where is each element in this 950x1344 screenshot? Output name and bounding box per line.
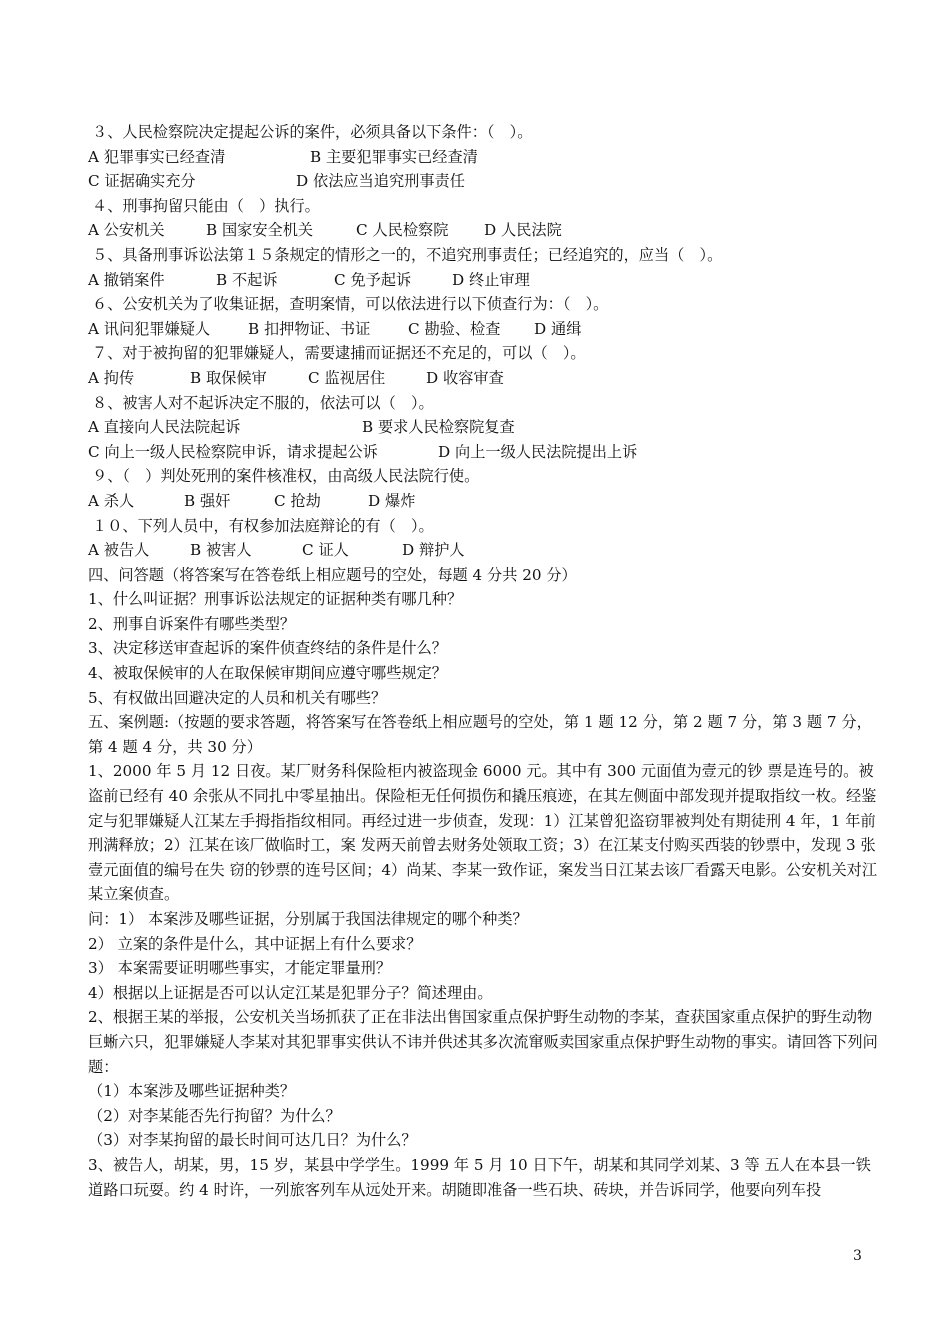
answer-option: C 抢劫 bbox=[274, 491, 321, 510]
case-two-question: （2）对李某能否先行拘留？为什么？ bbox=[88, 1106, 341, 1125]
question-line: 4、被取保候审的人在取保候审期间应遵守哪些规定？ bbox=[88, 664, 447, 683]
document-page bbox=[88, 120, 878, 1202]
answer-option: A 犯罪事实已经查清 bbox=[88, 147, 226, 166]
answer-option: B 强奸 bbox=[184, 491, 231, 510]
answer-option: B 要求人民检察院复查 bbox=[362, 418, 515, 437]
answer-option: D 人民法院 bbox=[484, 221, 562, 240]
case-one-question: 4）根据以上证据是否可以认定江某是犯罪分子？简述理由。 bbox=[88, 983, 493, 1002]
answer-option: B 被害人 bbox=[190, 541, 252, 560]
answer-options bbox=[88, 440, 878, 465]
answer-option: D 依法应当追究刑事责任 bbox=[296, 172, 465, 191]
answer-options bbox=[88, 489, 878, 514]
case-one-questions bbox=[88, 907, 878, 1005]
answer-option: A 讯问犯罪嫌疑人 bbox=[88, 319, 211, 338]
answer-option: A 公安机关 bbox=[88, 221, 165, 240]
answer-option: C 证据确实充分 bbox=[88, 172, 196, 191]
answer-option: B 扣押物证、书证 bbox=[248, 319, 371, 338]
answer-option: D 向上一级人民法院提出上诉 bbox=[438, 442, 638, 461]
question-line: ５、具备刑事诉讼法第１５条规定的情形之一的，不追究刑事责任；已经追究的，应当（ ）。 bbox=[92, 245, 723, 264]
answer-option: D 收容审查 bbox=[426, 368, 504, 387]
case-one-text: 1、2000 年 5 月 12 日夜。某厂财务科保险柜内被盗现金 6000 元。其中有 300 元面值为壹元的钞 票是连号的。被盗前已经有 40 余张从不同扎中零星抽出。保险柜无任何损伤和撬压痕迹，在其左侧面中部发现并提取指纹一枚。经鉴定与犯罪嫌疑人江某左手拇指指纹相同。再经过进一步侦查，发现：1）江某曾犯盗窃罪被判处有期徒刑 4 年，1 年前刑满释放；2）江某在该厂做临时工，案 发两天前曾去财务处领取工资；3）在江某支付购买西装的钞票中，发现 3 张壹元面值的编号在失 窃的钞票的连号区间；4）尚某、李某一致作证，案发当日江某去该厂看露天电影。公安机关对江 某立案侦查。 bbox=[88, 762, 878, 904]
answer-option: D 辩护人 bbox=[402, 541, 465, 560]
answer-option: B 不起诉 bbox=[216, 270, 278, 289]
answer-option: C 人民检察院 bbox=[356, 221, 449, 240]
question-line: １０、下列人员中，有权参加法庭辩论的有（ ）。 bbox=[92, 516, 434, 535]
answer-options bbox=[88, 145, 878, 170]
answer-option: D 通缉 bbox=[534, 319, 582, 338]
question-line: ４、刑事拘留只能由（ ）执行。 bbox=[92, 196, 320, 215]
answer-option: A 拘传 bbox=[88, 368, 135, 387]
answer-options bbox=[88, 538, 878, 563]
answer-options bbox=[88, 415, 878, 440]
answer-options bbox=[88, 169, 878, 194]
answer-option: D 终止审理 bbox=[452, 270, 530, 289]
answer-option: D 爆炸 bbox=[368, 491, 416, 510]
case-one-question: 3） 本案需要证明哪些事实，才能定罪量刑？ bbox=[88, 959, 392, 978]
answer-option: B 取保候审 bbox=[190, 368, 267, 387]
case-two-question: （1）本案涉及哪些证据种类？ bbox=[88, 1082, 296, 1101]
question-line: ９、（ ）判处死刑的案件核准权，由高级人民法院行使。 bbox=[92, 467, 480, 486]
answer-options bbox=[88, 268, 878, 293]
question-line: 3、决定移送审查起诉的案件侦查终结的条件是什么？ bbox=[88, 639, 447, 658]
question-list bbox=[88, 120, 878, 710]
case-two-question: （3）对李某拘留的最长时间可达几日？为什么？ bbox=[88, 1131, 417, 1150]
question-line: 1、什么叫证据？刑事诉讼法规定的证据种类有哪几种？ bbox=[88, 590, 463, 609]
question-line: 2、刑事自诉案件有哪些类型？ bbox=[88, 614, 296, 633]
case-one-question: 2） 立案的条件是什么，其中证据上有什么要求？ bbox=[88, 934, 422, 953]
answer-option: A 直接向人民法院起诉 bbox=[88, 418, 241, 437]
section-five-heading: 五、案例题:（按题的要求答题，将答案写在答卷纸上相应题号的空处，第 1 题 12 分，第 2 题 7 分，第 3 题 7 分，第 4 题 4 分，共 30 分） bbox=[88, 713, 872, 756]
answer-option: A 被告人 bbox=[88, 541, 150, 560]
answer-option: B 主要犯罪事实已经查清 bbox=[310, 147, 478, 166]
answer-option: C 监视居住 bbox=[308, 368, 386, 387]
page-number: 3 bbox=[853, 1248, 862, 1264]
answer-option: C 勘验、检查 bbox=[408, 319, 501, 338]
answer-option: A 杀人 bbox=[88, 491, 135, 510]
case-three-text: 3、被告人，胡某，男，15 岁，某县中学学生。1999 年 5 月 10 日下午，胡某和其同学刘某、3 等 五人在本县一铁道路口玩耍。约 4 时许，一列旅客列车从远处开来。胡随即准备一些石块、砖块，并告诉同学，他要向列车投 bbox=[88, 1155, 871, 1199]
answer-options bbox=[88, 317, 878, 342]
answer-option: A 撤销案件 bbox=[88, 270, 165, 289]
case-one-question: 问：1） 本案涉及哪些证据，分别属于我国法律规定的哪个种类？ bbox=[88, 910, 528, 928]
answer-options bbox=[88, 218, 878, 243]
question-line: ８、被害人对不起诉决定不服的，依法可以（ ）。 bbox=[92, 393, 434, 412]
question-line: ７、对于被拘留的犯罪嫌疑人，需要逮捕而证据还不充足的，可以（ ）。 bbox=[92, 344, 586, 363]
question-line: 5、有权做出回避决定的人员和机关有哪些？ bbox=[88, 688, 387, 707]
question-line: ３、人民检察院决定提起公诉的案件，必须具备以下条件：（ ）。 bbox=[92, 123, 533, 141]
answer-option: C 免予起诉 bbox=[334, 270, 412, 289]
answer-option: B 国家安全机关 bbox=[206, 221, 314, 240]
question-line: ６、公安机关为了收集证据，查明案情，可以依法进行以下侦查行为：（ ）。 bbox=[92, 295, 609, 314]
answer-options bbox=[88, 366, 878, 391]
case-two-text: 2、根据王某的举报，公安机关当场抓获了正在非法出售国家重点保护野生动物的李某，查获国家重点保护的野生动物巨蜥六只，犯罪嫌疑人李某对其犯罪事实供认不讳并供述其多次流窜贩卖国家重点保护野生动物的事实。请回答下列问题： bbox=[88, 1008, 878, 1076]
answer-option: C 向上一级人民检察院申诉，请求提起公诉 bbox=[88, 442, 378, 461]
case-two-questions bbox=[88, 1079, 878, 1153]
answer-option: C 证人 bbox=[302, 541, 349, 560]
question-line: 四、问答题（将答案写在答卷纸上相应题号的空处，每题 4 分共 20 分） bbox=[88, 565, 577, 584]
